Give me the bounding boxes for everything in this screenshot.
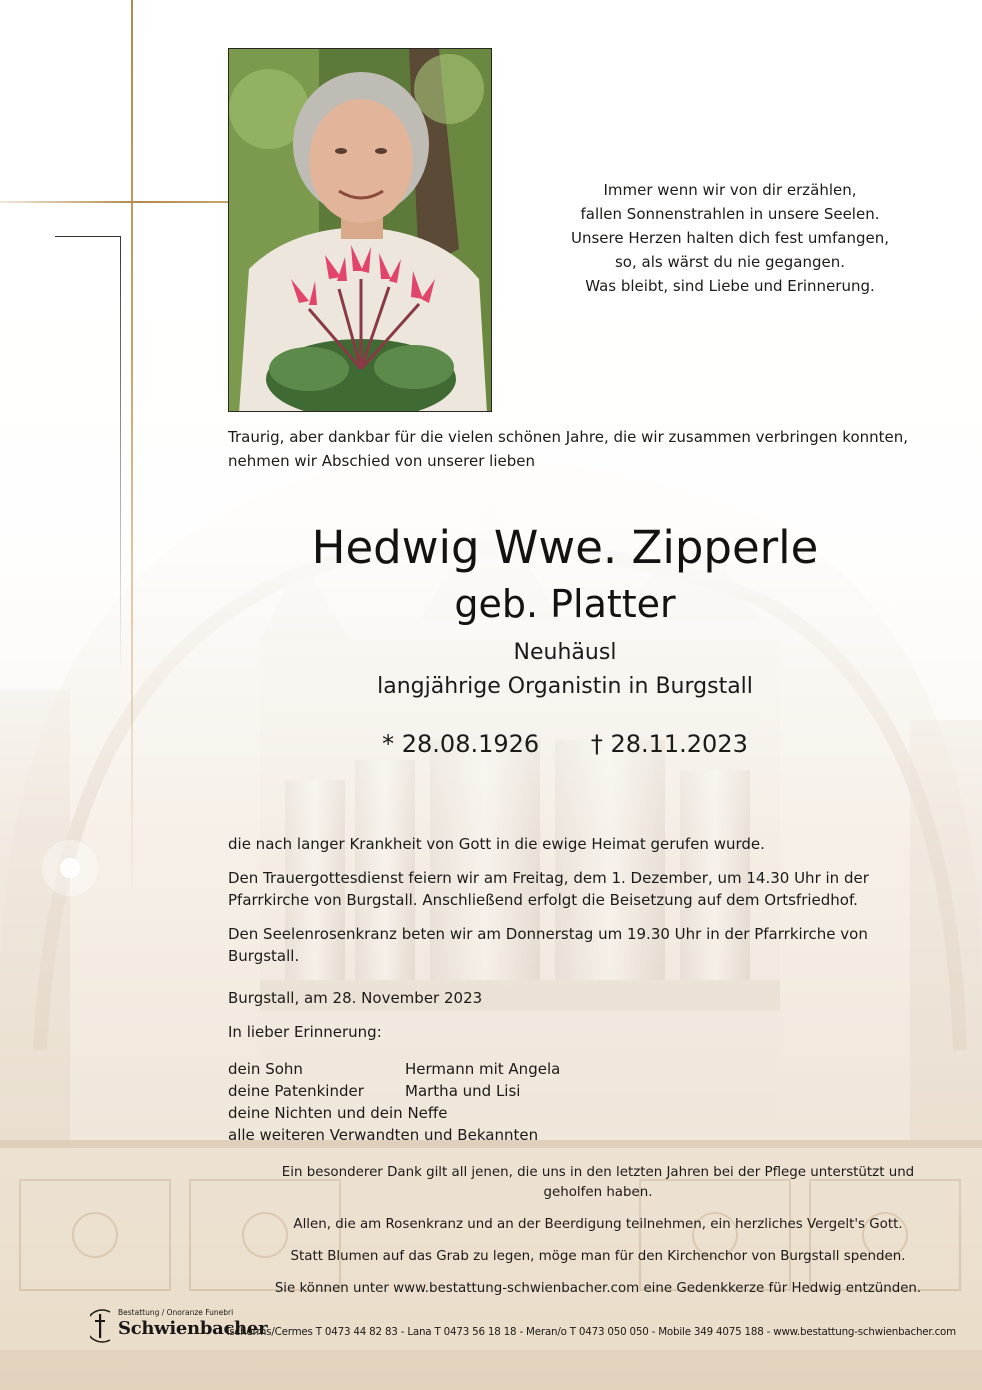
poem [540, 178, 920, 298]
family-names: Hermann mit Angela [405, 1060, 561, 1078]
announcement-body [228, 833, 908, 1055]
funeral-service-paragraph: Den Trauergottesdienst feiern wir am Freitag, dem 1. Dezember, um 14.30 Uhr in der Pfarrkirche von Burgstall. Anschließend erfolgt die Beisetzung auf dem Ortsfriedhof. [228, 869, 869, 909]
family-row [228, 1058, 728, 1080]
family-list [228, 1058, 728, 1146]
funeral-home-logo [88, 1306, 268, 1346]
thanks-rosary: Allen, die am Rosenkranz und an der Beerdigung teilnehmen, ein herzliches Vergelt's Gott. [293, 1217, 903, 1232]
cross-logo-icon [90, 1308, 114, 1344]
contact-line: Tscherms/Cermes T 0473 44 82 83 - Lana T 0473 56 18 18 - Meran/o T 0473 050 050 - Mobile 349 4075 188 - www.bestattung-schwienbacher.com [225, 1326, 956, 1338]
logo-name: Schwienbacher [118, 1318, 268, 1339]
thanks-section [232, 1163, 964, 1311]
cross-ornament-vertical [131, 0, 133, 900]
logo-subtitle: Bestattung / Onoranze Funebri [118, 1308, 234, 1317]
poem-line: Was bleibt, sind Liebe und Erinnerung. [585, 277, 875, 295]
family-relation: deine Patenkinder [228, 1082, 364, 1100]
house-name: Neuhäusl [513, 640, 617, 665]
intro-line: Traurig, aber dankbar für die vielen schönen Jahre, die wir zusammen verbringen konnten, [228, 428, 909, 446]
poem-line: so, als wärst du nie gegangen. [614, 253, 846, 271]
place-date: Burgstall, am 28. November 2023 [228, 989, 483, 1007]
family-row [228, 1102, 728, 1124]
cross-ornament-horizontal [0, 201, 228, 203]
maiden-name: geb. Platter [454, 582, 676, 626]
life-dates [230, 728, 900, 760]
poem-line: Immer wenn wir von dir erzählen, [603, 181, 857, 199]
rosary-paragraph: Den Seelenrosenkranz beten wir am Donnerstag um 19.30 Uhr in der Pfarrkirche von Burgstall. [228, 925, 868, 965]
footer [88, 1306, 968, 1346]
poem-line: Unsere Herzen halten dich fest umfangen, [571, 229, 889, 247]
donation-note: Statt Blumen auf das Grab zu legen, möge man für den Kirchenchor von Burgstall spenden. [290, 1249, 906, 1264]
death-date: † 28.11.2023 [590, 730, 748, 758]
deceased-name: Hedwig Wwe. Zipperle [311, 521, 819, 574]
portrait-photo [228, 48, 492, 412]
family-relation: dein Sohn [228, 1060, 303, 1078]
intro-line: nehmen wir Abschied von unserer lieben [228, 452, 535, 470]
body-paragraph: die nach langer Krankheit von Gott in die ewige Heimat gerufen wurde. [228, 835, 765, 853]
cross-ornament-stem [120, 236, 121, 676]
family-relation: alle weiteren Verwandten und Bekannten [228, 1126, 539, 1144]
intro-text [228, 425, 958, 473]
memorial-candle-note: Sie können unter www.bestattung-schwienbacher.com eine Gedenkkerze für Hedwig entzünden. [274, 1281, 922, 1296]
birth-date: * 28.08.1926 [382, 730, 540, 758]
family-names: Martha und Lisi [405, 1082, 521, 1100]
deceased-role: langjährige Organistin in Burgstall [377, 674, 753, 699]
cross-ornament-bar [55, 236, 121, 237]
memory-heading: In lieber Erinnerung: [228, 1023, 382, 1041]
thanks-care: Ein besonderer Dank gilt all jenen, die uns in den letzten Jahren bei der Pflege unterstützt und geholfen haben. [281, 1165, 915, 1200]
poem-line: fallen Sonnenstrahlen in unsere Seelen. [580, 205, 880, 223]
family-relation: deine Nichten und dein Neffe [228, 1104, 448, 1122]
portrait-illustration [229, 49, 492, 412]
family-row [228, 1124, 728, 1146]
deceased-block [230, 520, 900, 760]
family-row [228, 1080, 728, 1102]
